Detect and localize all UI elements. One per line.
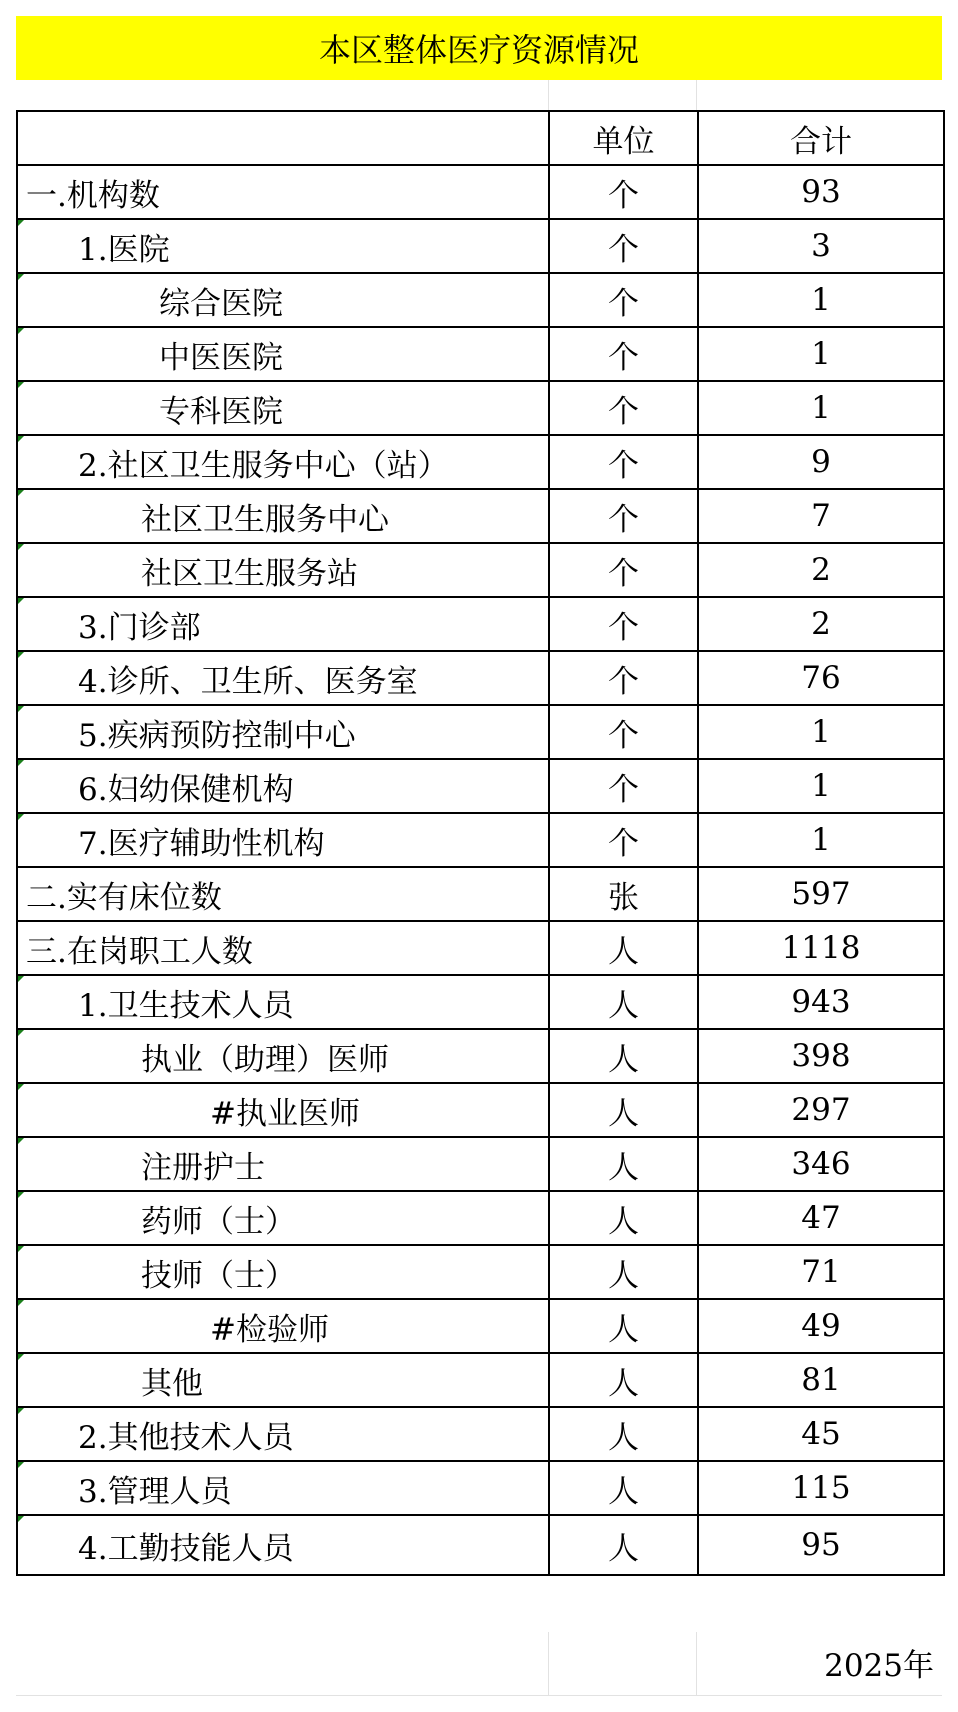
cell-indicator-icon — [18, 814, 24, 820]
row-label-cell[interactable]: #检验师 — [17, 1299, 549, 1353]
row-total-cell[interactable]: 1 — [698, 273, 944, 327]
cell-indicator-icon — [18, 1246, 24, 1252]
cell-indicator-icon — [18, 1300, 24, 1306]
row-total-cell[interactable]: 1 — [698, 813, 944, 867]
sheet-title — [16, 16, 942, 80]
row-unit-cell[interactable]: 个 — [549, 489, 698, 543]
table-row — [17, 1353, 944, 1407]
row-label-cell[interactable]: 3.门诊部 — [17, 597, 549, 651]
row-label-cell[interactable]: 5.疾病预防控制中心 — [17, 705, 549, 759]
row-unit-cell[interactable]: 个 — [549, 435, 698, 489]
table-row — [17, 327, 944, 381]
row-total-cell[interactable]: 1 — [698, 705, 944, 759]
row-label-cell[interactable]: 6.妇幼保健机构 — [17, 759, 549, 813]
row-total-cell[interactable]: 47 — [698, 1191, 944, 1245]
table-row — [17, 543, 944, 597]
cell-indicator-icon — [18, 1192, 24, 1198]
row-total-cell[interactable]: 49 — [698, 1299, 944, 1353]
table-row — [17, 813, 944, 867]
sheet-title-text: 本区整体医疗资源情况 — [318, 31, 639, 69]
cell-indicator-icon — [18, 490, 24, 496]
table-row — [17, 381, 944, 435]
row-label-cell[interactable]: 三.在岗职工人数 — [17, 921, 549, 975]
cell-indicator-icon — [18, 1138, 24, 1144]
row-unit-cell[interactable]: 个 — [549, 327, 698, 381]
row-label-cell[interactable]: 3.管理人员 — [17, 1461, 549, 1515]
row-unit-cell[interactable]: 人 — [549, 1083, 698, 1137]
row-unit-cell[interactable]: 个 — [549, 651, 698, 705]
row-unit-cell[interactable]: 人 — [549, 1029, 698, 1083]
table-row — [17, 867, 944, 921]
cell-indicator-icon — [18, 652, 24, 658]
gridline — [16, 1695, 942, 1696]
table-row — [17, 651, 944, 705]
row-unit-cell[interactable]: 个 — [549, 705, 698, 759]
row-total-cell[interactable]: 76 — [698, 651, 944, 705]
cell-indicator-icon — [18, 1084, 24, 1090]
row-label-cell[interactable]: 1.卫生技术人员 — [17, 975, 549, 1029]
row-unit-cell[interactable]: 个 — [549, 381, 698, 435]
resource-table — [16, 110, 945, 1576]
row-label-cell[interactable]: 社区卫生服务中心 — [17, 489, 549, 543]
table-row — [17, 1137, 944, 1191]
row-label-cell[interactable]: 二.实有床位数 — [17, 867, 549, 921]
row-total-cell[interactable]: 2 — [698, 543, 944, 597]
row-unit-cell[interactable]: 个 — [549, 165, 698, 219]
table-row — [17, 705, 944, 759]
table-row — [17, 1191, 944, 1245]
cell-indicator-icon — [18, 1030, 24, 1036]
row-label-cell[interactable]: 一.机构数 — [17, 165, 549, 219]
row-label-cell[interactable]: 执业（助理）医师 — [17, 1029, 549, 1083]
table-row — [17, 1083, 944, 1137]
row-total-cell[interactable]: 71 — [698, 1245, 944, 1299]
row-total-cell[interactable]: 1 — [698, 759, 944, 813]
row-total-cell[interactable]: 1118 — [698, 921, 944, 975]
table-row — [17, 975, 944, 1029]
table-row — [17, 219, 944, 273]
row-unit-cell[interactable]: 人 — [549, 975, 698, 1029]
row-total-cell[interactable]: 1 — [698, 327, 944, 381]
row-total-cell[interactable]: 7 — [698, 489, 944, 543]
cell-indicator-icon — [18, 1354, 24, 1360]
table-row — [17, 435, 944, 489]
row-label-cell[interactable]: 2.其他技术人员 — [17, 1407, 549, 1461]
table-row — [17, 1245, 944, 1299]
row-label-cell[interactable]: 技师（士） — [17, 1245, 549, 1299]
row-unit-cell[interactable]: 个 — [549, 813, 698, 867]
table-row — [17, 1029, 944, 1083]
row-total-cell[interactable]: 1 — [698, 381, 944, 435]
cell-indicator-icon — [18, 1516, 24, 1522]
cell-indicator-icon — [18, 976, 24, 982]
row-total-cell[interactable]: 9 — [698, 435, 944, 489]
row-label-cell[interactable]: 4.诊所、卫生所、医务室 — [17, 651, 549, 705]
row-unit-cell[interactable]: 人 — [549, 1191, 698, 1245]
gridline — [696, 80, 697, 110]
row-unit-cell[interactable]: 人 — [549, 921, 698, 975]
table-row — [17, 921, 944, 975]
gridline — [548, 1632, 549, 1696]
header-unit-cell[interactable]: 单位 — [549, 111, 698, 165]
cell-indicator-icon — [18, 706, 24, 712]
row-total-cell[interactable]: 95 — [698, 1515, 944, 1575]
row-unit-cell[interactable]: 人 — [549, 1299, 698, 1353]
table-row — [17, 1515, 944, 1575]
cell-indicator-icon — [18, 436, 24, 442]
table-row — [17, 273, 944, 327]
row-label-cell[interactable]: 综合医院 — [17, 273, 549, 327]
row-total-cell[interactable]: 346 — [698, 1137, 944, 1191]
table-row — [17, 759, 944, 813]
row-label-cell[interactable]: 中医医院 — [17, 327, 549, 381]
row-unit-cell[interactable]: 人 — [549, 1245, 698, 1299]
row-label-cell[interactable]: 4.工勤技能人员 — [17, 1515, 549, 1575]
row-unit-cell[interactable]: 人 — [549, 1353, 698, 1407]
table-row — [17, 1461, 944, 1515]
row-unit-cell[interactable]: 人 — [549, 1515, 698, 1575]
row-unit-cell[interactable]: 个 — [549, 597, 698, 651]
cell-indicator-icon — [18, 544, 24, 550]
gridline — [548, 80, 549, 110]
row-label-cell[interactable]: 专科医院 — [17, 381, 549, 435]
table-row — [17, 1407, 944, 1461]
table-row — [17, 489, 944, 543]
row-unit-cell[interactable]: 个 — [549, 759, 698, 813]
row-total-cell[interactable]: 2 — [698, 597, 944, 651]
table-row — [17, 1299, 944, 1353]
row-total-cell[interactable]: 398 — [698, 1029, 944, 1083]
row-total-cell[interactable]: 297 — [698, 1083, 944, 1137]
row-unit-cell[interactable]: 人 — [549, 1461, 698, 1515]
row-total-cell[interactable]: 81 — [698, 1353, 944, 1407]
header-total-cell[interactable]: 合计 — [698, 111, 944, 165]
row-total-cell[interactable]: 3 — [698, 219, 944, 273]
table-row — [17, 597, 944, 651]
row-total-cell[interactable]: 115 — [698, 1461, 944, 1515]
cell-indicator-icon — [18, 328, 24, 334]
row-total-cell[interactable]: 943 — [698, 975, 944, 1029]
row-label-cell[interactable]: 社区卫生服务站 — [17, 543, 549, 597]
blank-row — [16, 80, 942, 110]
row-unit-cell[interactable]: 张 — [549, 867, 698, 921]
cell-indicator-icon — [18, 382, 24, 388]
row-unit-cell[interactable]: 人 — [549, 1407, 698, 1461]
year-cell[interactable]: 2025年 — [824, 1648, 934, 1684]
row-total-cell[interactable]: 45 — [698, 1407, 944, 1461]
row-total-cell[interactable]: 597 — [698, 867, 944, 921]
row-label-cell[interactable]: 药师（士） — [17, 1191, 549, 1245]
header-row — [17, 111, 944, 165]
cell-indicator-icon — [18, 274, 24, 280]
cell-indicator-icon — [18, 220, 24, 226]
gridline — [696, 1632, 697, 1696]
table-row — [17, 165, 944, 219]
row-unit-cell[interactable]: 人 — [549, 1137, 698, 1191]
cell-indicator-icon — [18, 760, 24, 766]
cell-indicator-icon — [18, 1462, 24, 1468]
cell-indicator-icon — [18, 598, 24, 604]
header-label-cell[interactable] — [17, 111, 549, 165]
row-total-cell[interactable]: 93 — [698, 165, 944, 219]
footer-row — [16, 1632, 942, 1696]
row-unit-cell[interactable]: 个 — [549, 273, 698, 327]
row-label-cell[interactable]: 1.医院 — [17, 219, 549, 273]
row-label-cell[interactable]: 其他 — [17, 1353, 549, 1407]
row-label-cell[interactable]: #执业医师 — [17, 1083, 549, 1137]
row-unit-cell[interactable]: 个 — [549, 543, 698, 597]
row-unit-cell[interactable]: 个 — [549, 219, 698, 273]
row-label-cell[interactable]: 2.社区卫生服务中心（站） — [17, 435, 549, 489]
row-label-cell[interactable]: 7.医疗辅助性机构 — [17, 813, 549, 867]
cell-indicator-icon — [18, 1408, 24, 1414]
row-label-cell[interactable]: 注册护士 — [17, 1137, 549, 1191]
